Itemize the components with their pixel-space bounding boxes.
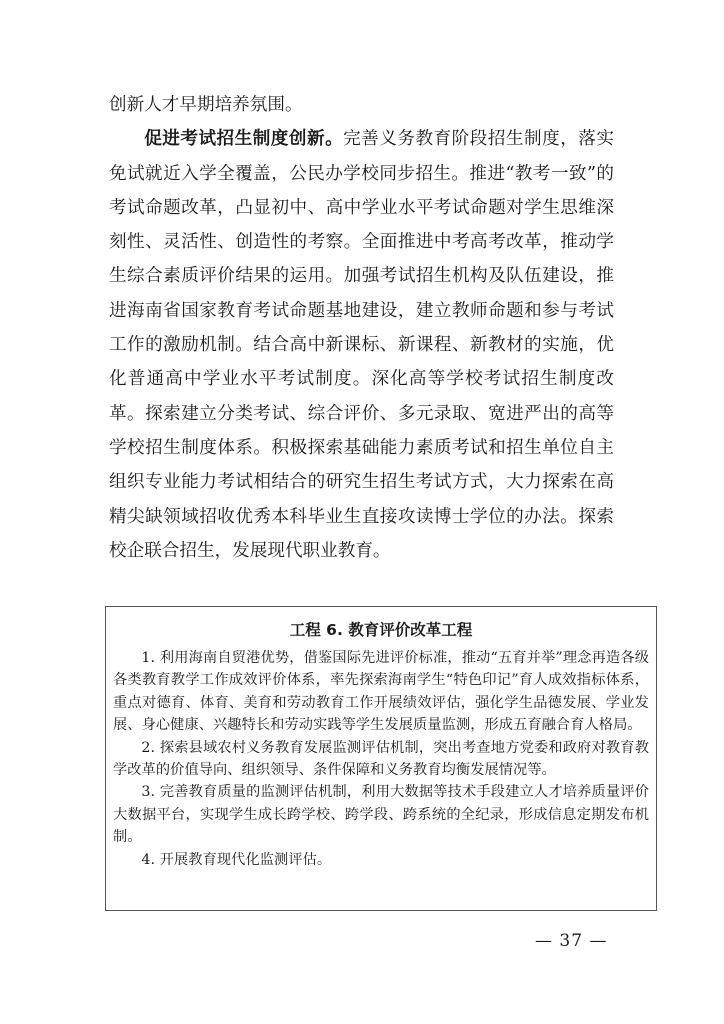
- section-lead: 促进考试招生制度创新。: [144, 128, 344, 150]
- section-text: 完善义务教育阶段招生制度，落实免试就近入学全覆盖，公民办学校同步招生。推进“教考一致”的考试命题改革，凸显初中、高中学业水平考试命题对学生思维深刻性、灵活性、创造性的考察。全面推进中考高考改革，推动学生综合素质评价结果的运用。加强考试招生机构及队伍建设，推进海南省国家教育考试命题基地建设，建立教师命题和参与考试工作的激励机制。结合高中新课标、新课程、新教材的实施，优化普通高中学业水平考试制度。深化高等学校考试招生制度改革。探索建立分类考试、综合评价、多元录取、宽进严出的高等学校招生制度体系。积极探索基础能力素质考试和招生单位自主组织专业能力考试相结合的研究生招生考试方式，大力探索在高精尖缺领域招收优秀本科毕业生直接攻读博士学位的办法。探索校企联合招生，发展现代职业教育。: [109, 129, 614, 561]
- paragraph-fragment: 创新人才早期培养氛围。: [109, 95, 303, 115]
- section-paragraph: [109, 122, 614, 568]
- page-number: — 37 —: [535, 931, 608, 951]
- body-text: [109, 88, 614, 568]
- project-item-4: 4. 开展教育现代化监测评估。: [141, 851, 332, 868]
- project-box-title: 工程 6. 教育评价改革工程: [289, 621, 473, 639]
- project-item-2: 2. 探索县域农村义务教育发展监测评估机制，突出考查地方党委和政府对教育教学改革的价值导向、组织领导、条件保障和义务教育均衡发展情况等。: [113, 739, 649, 779]
- project-item-3: 3. 完善教育质量的监测评估机制，利用大数据等技术手段建立人才培养质量评价大数据平台，实现学生成长跨学校、跨学段、跨系统的全纪录，形成信息定期发布机制。: [113, 784, 649, 846]
- project-box: [105, 606, 657, 911]
- project-item-1: 1. 利用海南自贸港优势，借鉴国际先进评价标准，推动“五育并举”理念再造各级各类教育教学工作成效评价体系，率先探索海南学生“特色印记”育人成效指标体系，重点对德育、体育、美育和劳动教育工作开展绩效评估，强化学生品德发展、学业发展、身心健康、兴趣特长和劳动实践等学生发展质量监测，形成五育融合育人格局。: [113, 650, 649, 734]
